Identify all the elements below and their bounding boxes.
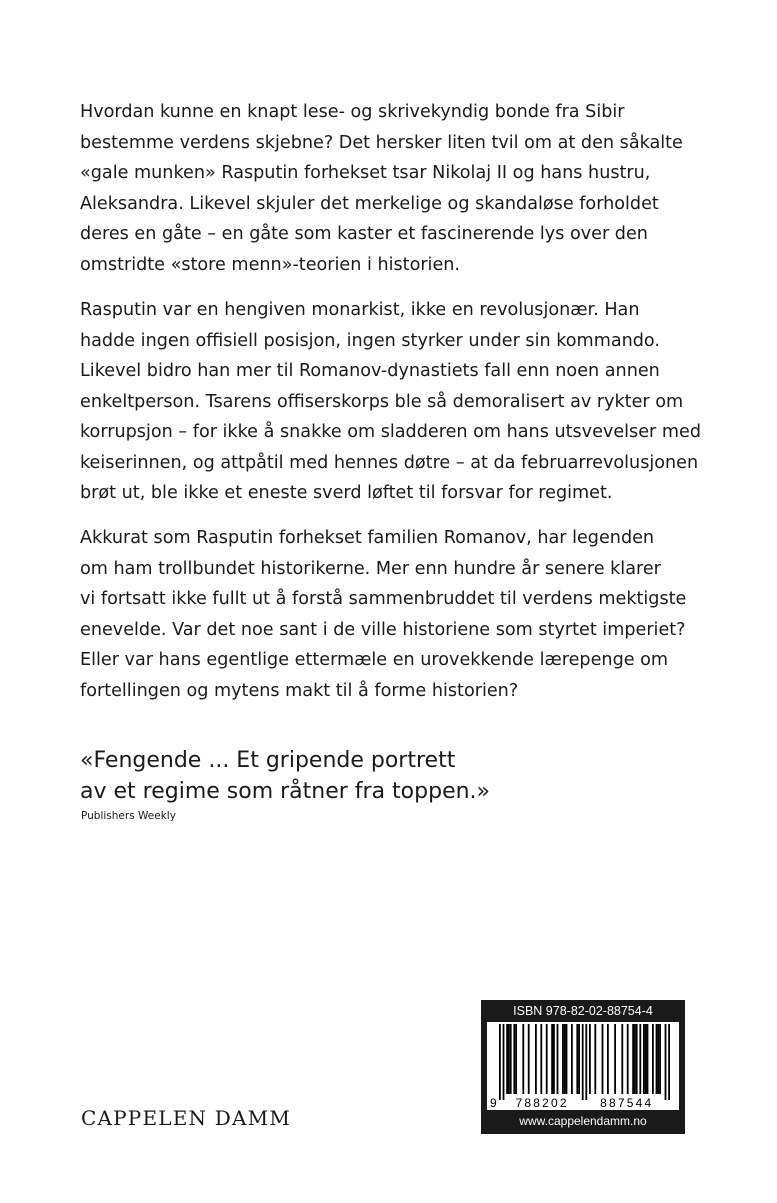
barcode-bar — [589, 1024, 591, 1094]
barcode-bar — [656, 1024, 658, 1094]
barcode-bar — [515, 1024, 517, 1094]
barcode-bar — [513, 1024, 515, 1094]
barcode-bar — [659, 1024, 661, 1094]
barcode-bar — [571, 1024, 573, 1094]
publisher-url: www.cappelendamm.no — [519, 1114, 647, 1128]
barcode-bar — [614, 1024, 616, 1094]
barcode-bar — [546, 1024, 548, 1094]
barcode-bar — [528, 1024, 530, 1094]
barcode-bar — [551, 1024, 553, 1094]
barcode-bar — [632, 1024, 634, 1094]
barcode-bar — [522, 1024, 524, 1094]
isbn-label: ISBN 978-82-02-88754-4 — [513, 1004, 653, 1018]
barcode-bar — [647, 1024, 649, 1094]
barcode-bar — [578, 1024, 580, 1094]
barcode-bar — [643, 1024, 645, 1094]
barcode-digits: 887544 — [600, 1096, 654, 1110]
barcode-bar — [564, 1024, 566, 1094]
barcode-digits: 788202 — [515, 1096, 569, 1110]
barcode-digits: 9 — [490, 1096, 499, 1110]
barcode-bar — [607, 1024, 609, 1094]
barcode-bar — [566, 1024, 568, 1094]
barcode-bar — [585, 1024, 587, 1100]
barcode-bar — [639, 1024, 641, 1094]
barcode-bar — [553, 1024, 555, 1094]
barcode-bar — [576, 1024, 578, 1094]
publisher-logo: CAPPELEN DAMM — [81, 1106, 292, 1130]
isbn-barcode-block — [481, 1000, 685, 1134]
barcode-bar — [557, 1024, 559, 1094]
barcode-bar — [499, 1024, 501, 1100]
blurb-paragraph-3: Akkurat som Rasputin forhekset familien Romanov, har legenden om ham trollbundet historikerne. Mer enn hundre år senere klarer vi fortsatt ikke fullt ut å forstå sammenbruddet til verdens mektigste enevelde. Var det noe sant i de ville historiene som styrtet imperiet? Eller var hans egentlige ettermæle en urovekkende lærepenge om fortellingen og mytens makt til å forme historien? — [80, 528, 687, 701]
barcode-bar — [562, 1024, 564, 1094]
blurb-paragraph-2: Rasputin var en hengiven monarkist, ikke en revolusjonær. Han hadde ingen offisiell posisjon, ingen styrker under sin kommando. Likevel bidro han mer til Romanov-dynastiets fall enn noen annen enkeltperson. Tsarens offiserskorps ble så demoralisert av rykter om korrupsjon – for ikke å snakke om sladderen om hans utsvevelser med keiserinnen, og attpåtil med hennes døtre – at da februarrevolusjonen brøt ut, ble ikke et eneste sverd løftet til forsvar for regimet. — [80, 300, 701, 503]
barcode-bar — [652, 1024, 654, 1094]
review-source: Publishers Weekly — [81, 810, 176, 822]
barcode-bar — [657, 1024, 659, 1094]
barcode-bar — [540, 1024, 542, 1094]
barcode-bars — [487, 1022, 679, 1110]
barcode-bar — [627, 1024, 629, 1094]
review-quote: «Fengende ... Et gripende portrett av et regime som råtner fra toppen.» — [80, 748, 491, 804]
barcode-bar — [621, 1024, 623, 1094]
barcode-bar — [535, 1024, 537, 1094]
barcode-bar — [636, 1024, 638, 1094]
barcode-bar — [510, 1024, 512, 1094]
barcode-bar — [594, 1024, 596, 1094]
barcode-bar — [645, 1024, 647, 1094]
barcode-bar — [503, 1024, 505, 1100]
barcode-bar — [582, 1024, 584, 1100]
barcode-bar — [665, 1024, 667, 1100]
barcode-bar — [634, 1024, 636, 1094]
barcode-bar — [602, 1024, 604, 1094]
barcode-bar — [508, 1024, 510, 1094]
blurb-paragraph-1: Hvordan kunne en knapt lese- og skrivekyndig bonde fra Sibir bestemme verdens skjebne? Det hersker liten tvil om at den såkalte «gale munken» Rasputin forhekset tsar Nikolaj II og hans hustru, Aleksandra. Likevel skjuler det merkelige og skandaløse forholdet deres en gåte – en gåte som kaster et fascinerende lys over den omstridte «store menn»-teorien i historien. — [80, 102, 683, 275]
barcode-bar — [668, 1024, 670, 1100]
barcode-bar — [506, 1024, 508, 1094]
barcode — [487, 1022, 679, 1110]
